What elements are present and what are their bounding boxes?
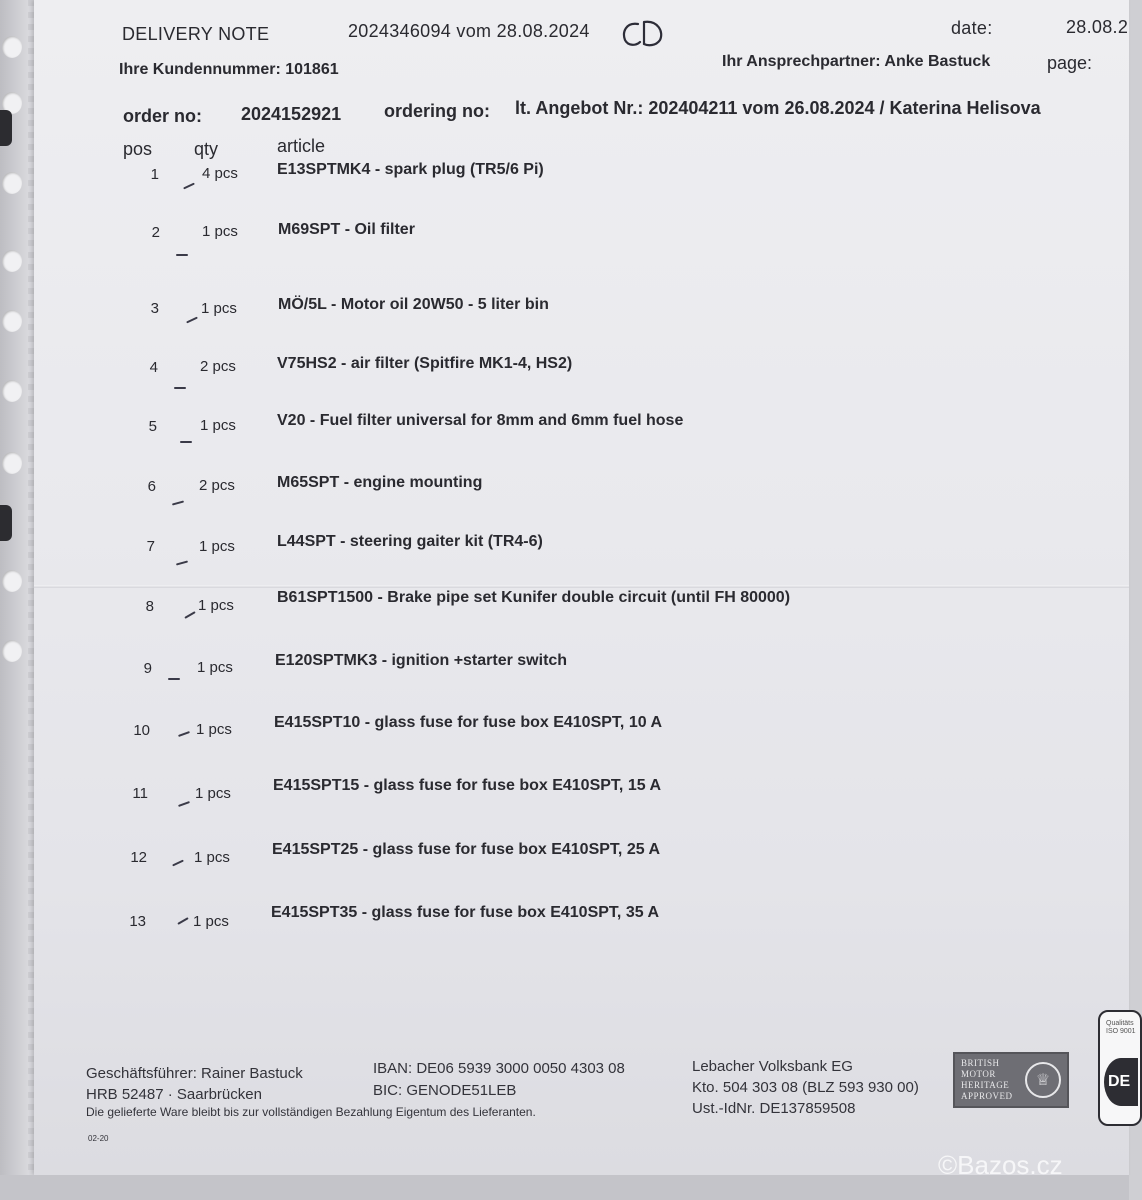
item-article: E415SPT15 - glass fuse for fuse box E410SPT, 15 A [273, 777, 662, 794]
column-header-article: article [277, 136, 326, 156]
binder-hole [2, 640, 22, 662]
item-qty: 1 pcs [195, 785, 231, 802]
check-mark [174, 387, 186, 389]
date-label: date: [951, 18, 993, 38]
binder-hole [2, 380, 22, 402]
item-pos: 3 [150, 300, 159, 317]
footer-vat: Ust.-IdNr. DE137859508 [692, 1100, 856, 1117]
column-header-pos: pos [123, 139, 153, 159]
footer-bank: Lebacher Volksbank EG [692, 1058, 853, 1075]
date-value: 28.08.2 [1066, 17, 1129, 37]
item-qty: 1 pcs [200, 417, 236, 434]
item-qty: 1 pcs [199, 538, 235, 555]
item-pos: 9 [143, 660, 152, 677]
column-header-qty: qty [194, 139, 219, 159]
handwritten-mark [620, 18, 666, 50]
contact-person: Ihr Ansprechpartner: Anke Bastuck [722, 53, 991, 70]
item-article: V75HS2 - air filter (Spitfire MK1-4, HS2) [277, 355, 573, 372]
item-qty: 1 pcs [193, 913, 229, 930]
cert-logo-text: Qualitäts ISO 9001 [1106, 1020, 1136, 1035]
item-qty: 1 pcs [201, 300, 237, 317]
item-qty: 2 pcs [199, 477, 235, 494]
ordering-no-value: lt. Angebot Nr.: 202404211 vom 26.08.2024 / Katerina Helisova [515, 98, 1041, 118]
item-article: E415SPT10 - glass fuse for fuse box E410SPT, 10 A [274, 714, 663, 731]
binder-hole [2, 250, 22, 272]
binder-hole [2, 452, 22, 474]
binder-hole [2, 310, 22, 332]
footer-retention-note: Die gelieferte Ware bleibt bis zur vollständigen Bezahlung Eigentum des Lieferanten. [86, 1105, 536, 1119]
item-qty: 1 pcs [197, 659, 233, 676]
check-mark [176, 254, 188, 256]
item-qty: 2 pcs [200, 358, 236, 375]
paper-fold-crease [34, 585, 1129, 588]
item-qty: 1 pcs [202, 223, 238, 240]
footer-bic: BIC: GENODE51LEB [373, 1082, 517, 1099]
binder-hole [2, 570, 22, 592]
item-pos: 13 [129, 913, 146, 930]
doc-number: 2024346094 vom 28.08.2024 [348, 21, 590, 41]
crest-icon: ♕ [1025, 1062, 1061, 1098]
binder-hole [2, 172, 22, 194]
item-pos: 10 [133, 722, 150, 739]
item-pos: 6 [147, 478, 156, 495]
item-article: E415SPT35 - glass fuse for fuse box E410SPT, 35 A [271, 904, 660, 921]
item-pos: 4 [149, 359, 158, 376]
footer-ceo: Geschäftsführer: Rainer Bastuck [86, 1065, 303, 1082]
item-article: E13SPTMK4 - spark plug (TR5/6 Pi) [277, 161, 544, 178]
binder-clip [0, 505, 12, 541]
item-article: M69SPT - Oil filter [278, 221, 415, 238]
certification-logo [1098, 1010, 1142, 1126]
item-pos: 11 [132, 785, 148, 802]
item-article: MÖ/5L - Motor oil 20W50 - 5 liter bin [278, 296, 549, 313]
item-pos: 8 [145, 598, 154, 615]
bmh-logo-text: BRITISH MOTOR HERITAGE APPROVED [961, 1058, 1013, 1101]
footer-hrb: HRB 52487 · Saarbrücken [86, 1086, 262, 1103]
footer-form-code: 02-20 [88, 1134, 109, 1143]
customer-number: Ihre Kundennummer: 101861 [119, 61, 339, 78]
item-pos: 2 [151, 224, 160, 241]
ordering-no-label: ordering no: [384, 101, 490, 121]
item-pos: 12 [130, 849, 147, 866]
order-no-value: 2024152921 [241, 104, 342, 124]
doc-type: DELIVERY NOTE [122, 24, 270, 44]
de-logo-text: DE [1104, 1058, 1138, 1106]
item-pos: 1 [150, 166, 159, 183]
item-article: B61SPT1500 - Brake pipe set Kunifer double circuit (until FH 80000) [277, 589, 791, 606]
item-pos: 5 [148, 418, 157, 435]
item-article: E120SPTMK3 - ignition +starter switch [275, 652, 568, 669]
item-qty: 4 pcs [202, 165, 238, 182]
order-no-label: order no: [123, 106, 202, 126]
footer-iban: IBAN: DE06 5939 3000 0050 4303 08 [373, 1060, 625, 1077]
item-article: E415SPT25 - glass fuse for fuse box E410SPT, 25 A [272, 841, 661, 858]
item-article: M65SPT - engine mounting [277, 474, 483, 491]
check-mark [168, 678, 180, 680]
item-article: L44SPT - steering gaiter kit (TR4-6) [277, 533, 543, 550]
british-motor-heritage-logo [953, 1052, 1069, 1108]
item-pos: 7 [146, 538, 155, 555]
page-label: page: [1047, 53, 1093, 73]
watermark: ©Bazos.cz [938, 1150, 1063, 1180]
item-qty: 1 pcs [198, 597, 234, 614]
footer-account: Kto. 504 303 08 (BLZ 593 930 00) [692, 1079, 919, 1096]
check-mark [180, 441, 192, 443]
binder-hole [2, 36, 22, 58]
item-article: V20 - Fuel filter universal for 8mm and 6mm fuel hose [277, 412, 684, 429]
item-qty: 1 pcs [194, 849, 230, 866]
binder-clip [0, 110, 12, 146]
item-qty: 1 pcs [196, 721, 232, 738]
